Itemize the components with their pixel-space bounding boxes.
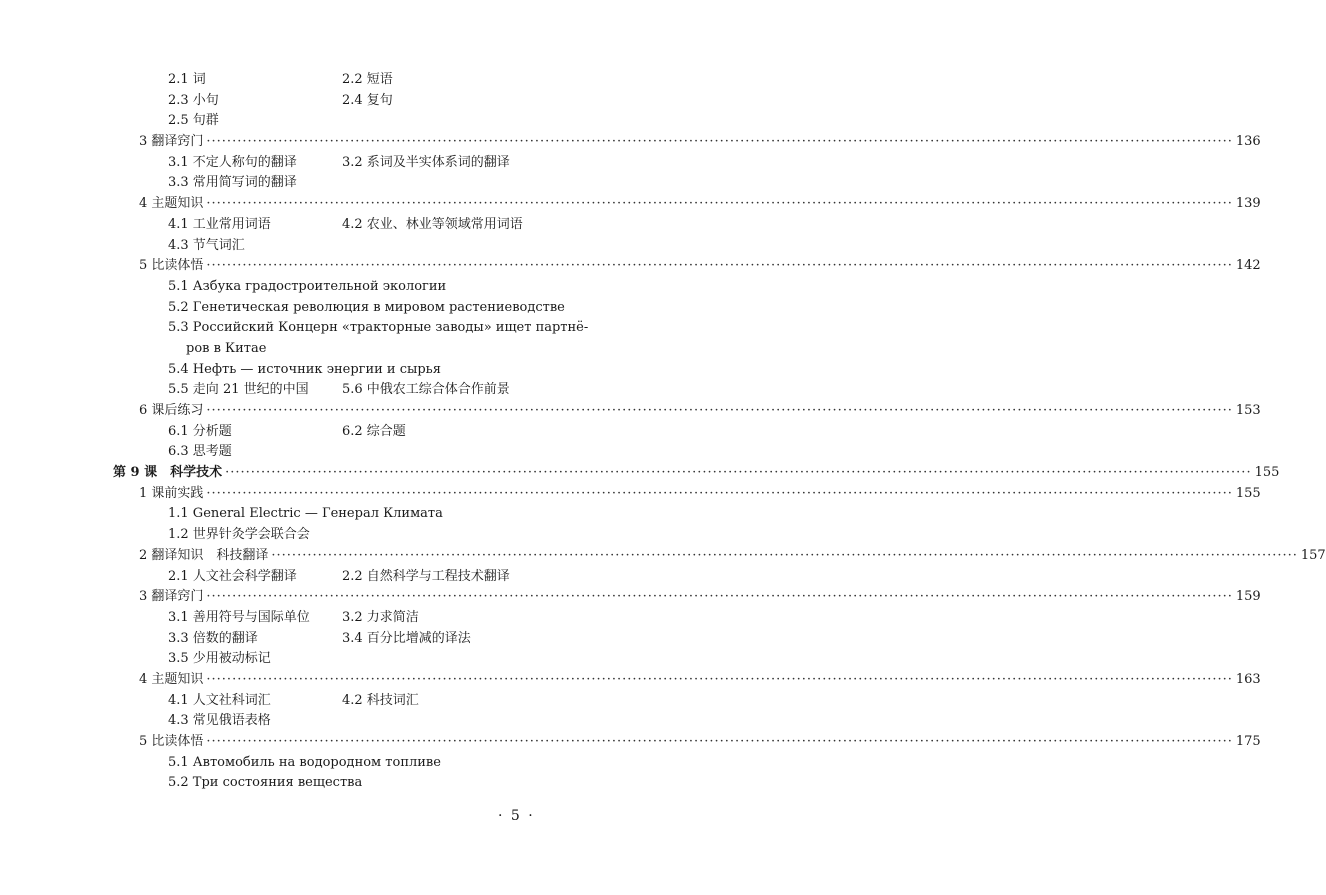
toc-subsection-row <box>0 153 662 174</box>
toc-title: 第 9 课 科学技术 <box>113 465 223 481</box>
leader-dots: ········································································································································································································ <box>206 258 1233 274</box>
toc-page-number: 155 <box>1235 485 1261 501</box>
toc-entry <box>139 670 1261 691</box>
toc-subsection-continuation <box>0 339 662 360</box>
toc-subsection: 5.4 Нефть — источник энергии и сырья <box>168 361 441 377</box>
leader-dots: ········································································································································································································ <box>206 485 1233 501</box>
toc-subsection-row <box>0 629 662 650</box>
toc-page-number: 136 <box>1235 134 1261 150</box>
toc-subsection: 5.1 Автомобиль на водородном топливе <box>168 754 441 770</box>
toc-subsection: 5.6 中俄农工综合体合作前景 <box>342 382 510 398</box>
leader-dots: ········································································································································································································ <box>206 671 1233 687</box>
toc-subsection: 6.1 分析题 <box>168 423 232 439</box>
toc-page-number: 142 <box>1235 258 1261 274</box>
toc-subsection: 4.2 农业、林业等领域常用词语 <box>342 216 523 232</box>
toc-page-number: 163 <box>1235 671 1261 687</box>
toc-entry <box>139 484 1261 505</box>
toc-subsection-row <box>0 608 662 629</box>
toc-section-row <box>0 587 1261 608</box>
toc-title: 2 翻译知识 科技翻译 <box>139 547 269 563</box>
leader-dots: ········································································································································································································ <box>206 134 1233 150</box>
toc-subsection-row <box>0 773 662 794</box>
toc-subsection: 2.5 句群 <box>168 113 219 129</box>
toc-section-row <box>0 132 1261 153</box>
toc-title: 1 课前实践 <box>139 485 204 501</box>
toc-subsection: 2.3 小句 <box>168 92 219 108</box>
toc-entry <box>139 401 1261 422</box>
toc-subsection: 5.5 走向 21 世纪的中国 <box>168 382 309 398</box>
toc-page-number: 139 <box>1235 196 1261 212</box>
leader-dots: ········································································································································································································ <box>206 403 1233 418</box>
leader-dots: ········································································································································································································ <box>225 465 1252 481</box>
toc-subsection: 1.2 世界针灸学会联合会 <box>168 527 310 543</box>
page-number: · 5 · <box>498 808 535 824</box>
toc-subsection-row <box>0 422 662 443</box>
leader-dots: ········································································································································································································ <box>206 734 1233 749</box>
toc-subsection-row <box>0 298 662 319</box>
toc-subsection: 4.2 科技词汇 <box>342 692 419 708</box>
toc-subsection-row <box>0 91 662 112</box>
toc-subsection-row <box>0 711 662 732</box>
toc-subsection-row <box>0 753 662 774</box>
toc-subsection: 2.2 短语 <box>342 72 393 87</box>
leader-dots: ········································································································································································································ <box>271 547 1298 563</box>
toc-subsection-row <box>0 173 662 194</box>
toc-page-number: 159 <box>1235 589 1261 605</box>
toc-entry <box>139 194 1261 215</box>
toc-entry <box>139 732 1261 753</box>
toc-subsection-row <box>0 649 662 670</box>
toc-section-row <box>0 484 1261 505</box>
toc-subsection: 2.1 人文社会科学翻译 <box>168 568 297 584</box>
toc-entry <box>139 587 1261 608</box>
toc-title: 4 主题知识 <box>139 196 204 212</box>
toc-subsection-row <box>0 442 662 463</box>
toc-subsection: 5.2 Генетическая революция в мировом растениеводстве <box>168 299 565 315</box>
leader-dots: ········································································································································································································ <box>206 196 1233 212</box>
toc-subsection: 5.2 Три состояния вещества <box>168 775 363 791</box>
toc-title: 5 比读体悟 <box>139 258 204 274</box>
toc-subsection-row <box>0 504 662 525</box>
toc-subsection: 3.1 善用符号与国际单位 <box>168 609 310 625</box>
toc-page-number: 175 <box>1235 734 1261 749</box>
toc-lesson-row <box>0 463 1280 484</box>
toc-subsection: 1.1 General Electric — Генерал Климата <box>168 506 443 522</box>
toc-subsection: 4.1 人文社科词汇 <box>168 692 271 708</box>
toc-subsection: 5.3 Российский Концерн «тракторные заводы» ищет партнё- <box>168 320 589 336</box>
toc-subsection: 4.3 节气词汇 <box>168 237 245 253</box>
toc-subsection: 6.2 综合题 <box>342 423 406 439</box>
toc-subsection-row <box>0 318 662 339</box>
toc-subsection-row <box>0 691 662 712</box>
toc-title: 3 翻译窍门 <box>139 134 204 150</box>
toc-entry <box>139 132 1261 153</box>
toc-entry <box>139 546 1326 567</box>
toc-page-number: 153 <box>1235 403 1261 418</box>
toc-section-row <box>0 194 1261 215</box>
toc-section-row <box>0 732 1261 753</box>
toc-section-row <box>0 546 1326 567</box>
toc-subsection: 3.5 少用被动标记 <box>168 651 271 667</box>
toc-title: 3 翻译窍门 <box>139 589 204 605</box>
toc-subsection: 3.2 系词及半实体系词的翻译 <box>342 154 510 170</box>
toc-subsection: 4.1 工业常用词语 <box>168 216 271 232</box>
toc-subsection-row <box>0 111 662 132</box>
toc-subsection-row <box>0 236 662 257</box>
toc-subsection: 4.3 常见俄语表格 <box>168 713 271 729</box>
toc-page-number: 155 <box>1254 465 1280 481</box>
toc-subsection: 3.3 常用简写词的翻译 <box>168 175 297 191</box>
toc-subsection-row <box>0 70 662 91</box>
toc-section-row <box>0 401 1261 422</box>
toc-subsection: 3.3 倍数的翻译 <box>168 630 258 646</box>
toc-subsection-row <box>0 277 662 298</box>
toc-title: 6 课后练习 <box>139 403 204 418</box>
table-of-contents <box>0 70 1326 794</box>
toc-subsection-row <box>0 215 662 236</box>
toc-subsection-continued: ров в Китае <box>186 340 267 356</box>
toc-title: 4 主题知识 <box>139 671 204 687</box>
toc-subsection: 2.2 自然科学与工程技术翻译 <box>342 568 510 584</box>
toc-subsection: 2.4 复句 <box>342 92 393 108</box>
toc-title: 5 比读体悟 <box>139 734 204 749</box>
toc-page-number: 157 <box>1300 547 1326 563</box>
toc-subsection-row <box>0 360 662 381</box>
toc-entry <box>139 256 1261 277</box>
toc-subsection-row <box>0 525 662 546</box>
toc-subsection: 3.1 不定人称句的翻译 <box>168 154 297 170</box>
toc-entry <box>113 463 1280 484</box>
toc-subsection: 2.1 词 <box>168 72 206 87</box>
toc-subsection: 5.1 Азбука градостроительной экологии <box>168 278 447 294</box>
toc-subsection: 3.4 百分比增减的译法 <box>342 630 471 646</box>
toc-section-row <box>0 670 1261 691</box>
leader-dots: ········································································································································································································ <box>206 589 1233 605</box>
toc-subsection: 3.2 力求简洁 <box>342 609 419 625</box>
toc-subsection-row <box>0 567 662 588</box>
toc-subsection: 6.3 思考题 <box>168 444 232 460</box>
toc-section-row <box>0 256 1261 277</box>
toc-subsection-row <box>0 380 662 401</box>
